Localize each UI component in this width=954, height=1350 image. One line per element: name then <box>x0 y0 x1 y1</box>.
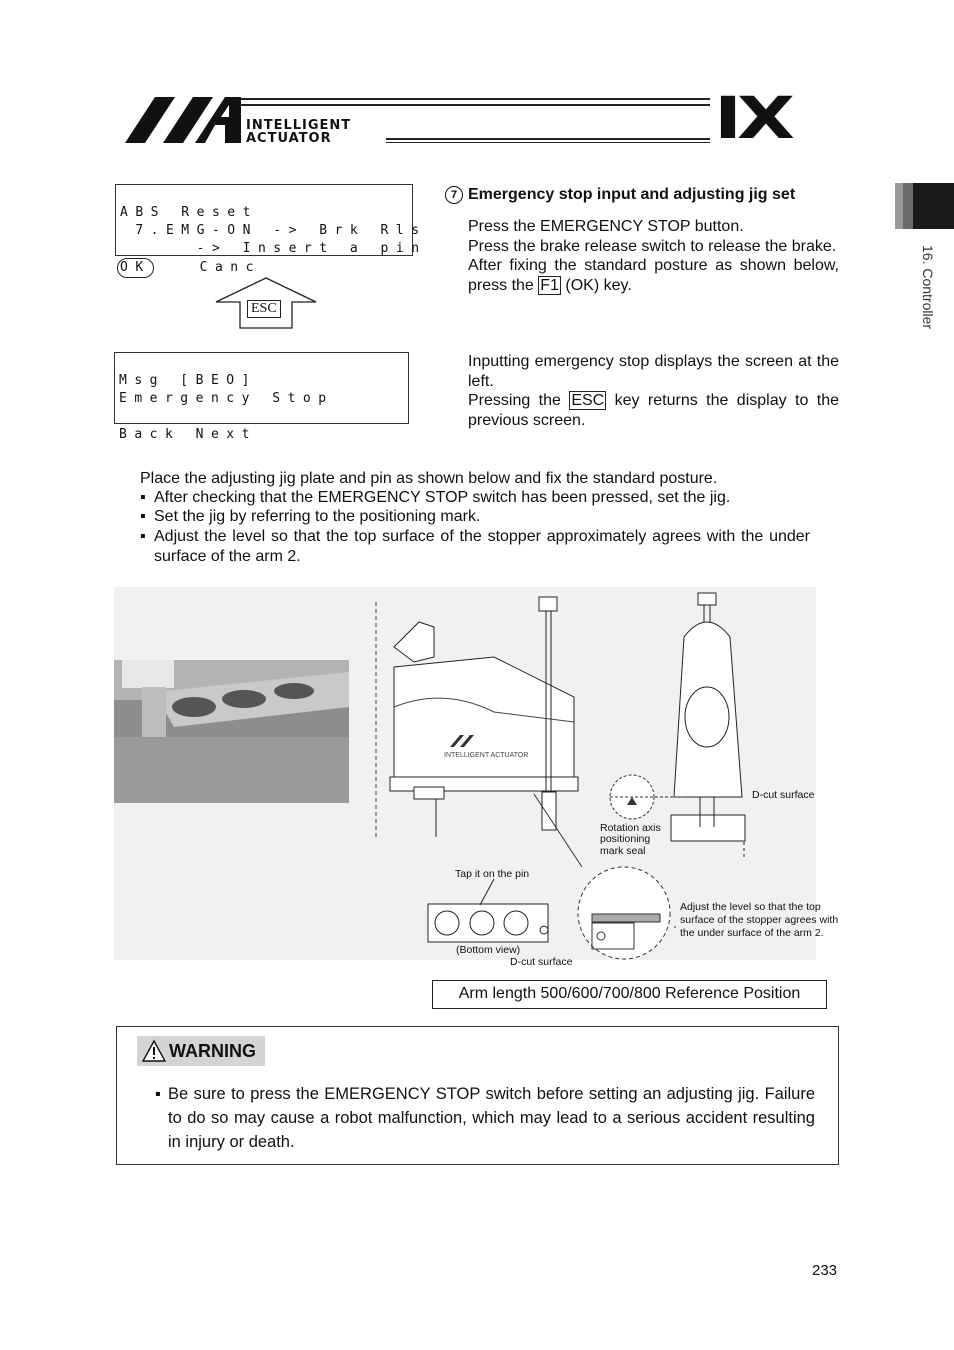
svg-text:INTELLIGENT ACTUATOR: INTELLIGENT ACTUATOR <box>444 752 529 759</box>
esc-key-inline: ESC <box>571 392 605 409</box>
esc-key[interactable]: ESC <box>247 300 281 318</box>
ia-logo-mark <box>125 95 243 145</box>
label-bottom-view: (Bottom view) <box>456 944 521 956</box>
lcd2-line2: Emergency Stop <box>119 391 334 406</box>
step-number: 7 <box>445 186 463 204</box>
lcd-screen-abs-reset <box>115 184 427 275</box>
instruction-bullet: ▪ After checking that the EMERGENCY STOP switch has been pressed, set the jig. <box>140 489 731 506</box>
f1-key: F1 <box>540 276 559 294</box>
label-rotation: mark seal <box>600 845 646 857</box>
jig-photo <box>114 660 349 803</box>
label-rotation: Rotation axis <box>600 822 661 834</box>
lcd2-line1: Msg [BEO] <box>119 373 257 388</box>
instruction-bullet: ▪ Adjust the level so that the top surface of the stopper approximately agrees with the under surface of the arm 2. <box>140 528 810 565</box>
lcd1-line2: 7.EMG-ON -> Brk Rls <box>120 223 427 238</box>
step-p3: After fixing the standard posture as shown below, press the F1 (OK) key. <box>468 257 839 294</box>
page-number: 233 <box>812 1262 838 1279</box>
warning-triangle-icon <box>141 1039 167 1063</box>
lcd1-line3: -> Insert a pin <box>120 241 427 256</box>
label-dcut-bottom: D-cut surface <box>510 956 573 968</box>
step-heading <box>445 186 795 204</box>
brand-line2: ACTUATOR <box>246 131 332 146</box>
robot-side-view <box>376 597 578 837</box>
instruction-bullet: ▪ Set the jig by referring to the positioning mark. <box>140 508 481 525</box>
label-tap: Tap it on the pin <box>455 868 530 880</box>
rotation-mark-detail <box>610 775 684 819</box>
label-adjust: surface of the stopper agrees with <box>680 914 839 926</box>
label-adjust: Adjust the level so that the top <box>680 901 821 913</box>
lcd2-line4: Back Next <box>119 427 257 442</box>
product-logo: IX <box>714 84 790 152</box>
step-p2: Press the brake release switch to release the brake. <box>468 237 837 255</box>
label-rotation: positioning <box>600 833 651 845</box>
step-body-1 <box>468 217 839 295</box>
lcd1-cancel-softkey[interactable]: Canc <box>153 260 261 275</box>
lcd-screen-emergency-stop <box>114 352 409 442</box>
step-p1: Press the EMERGENCY STOP button. <box>468 218 744 235</box>
figure-caption: Arm length 500/600/700/800 Reference Position <box>432 980 827 1009</box>
step-title: Emergency stop input and adjusting jig set <box>468 186 796 203</box>
lcd2-line3 <box>119 408 404 426</box>
warning-text: ▪ Be sure to press the EMERGENCY STOP switch before setting an adjusting jig. Failure to do so may cause a robot malfunction, which may lead to a serious accident resulting in injury or death. <box>155 1085 815 1151</box>
robot-front-view <box>671 593 745 859</box>
lcd1-line1: ABS Reset <box>120 205 258 220</box>
warning-label: WARNING <box>137 1036 265 1066</box>
step-body-2 <box>468 352 839 430</box>
lcd1-ok-softkey[interactable]: OK <box>117 258 154 278</box>
step-p5: Pressing the ESC key returns the display to the previous screen. <box>468 392 839 429</box>
step-p4: Inputting emergency stop displays the screen at the left. <box>468 353 839 390</box>
side-tab-label: 16. Controller <box>920 245 936 330</box>
instructions-intro: Place the adjusting jig plate and pin as shown below and fix the standard posture. <box>140 470 718 487</box>
label-adjust: the under surface of the arm 2. <box>680 927 824 939</box>
brand-line1: INTELLIGENT <box>246 118 352 133</box>
label-dcut-top: D-cut surface <box>752 789 815 801</box>
jig-plate-bottom-view <box>428 879 548 942</box>
reference-position-figure <box>114 587 839 968</box>
